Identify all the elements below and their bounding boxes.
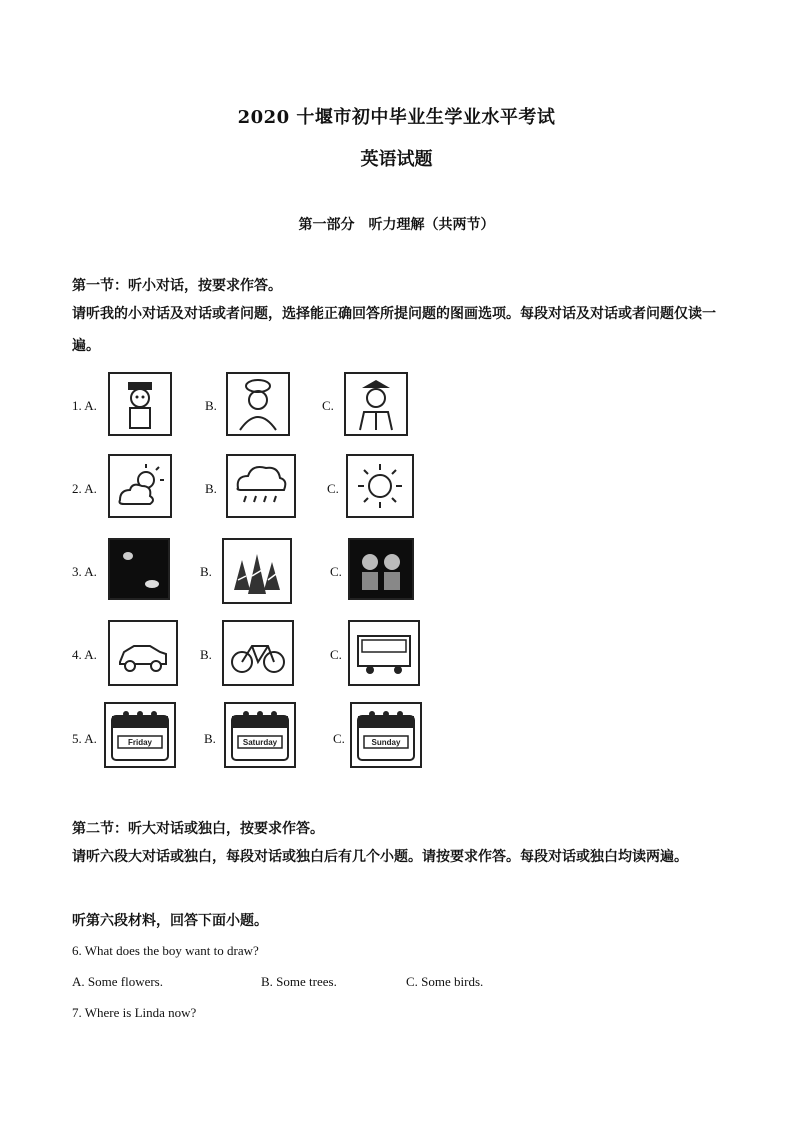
night-scene-icon[interactable]	[108, 538, 170, 600]
question-7-stem: 7. Where is Linda now?	[72, 1005, 197, 1020]
q4-label-a: 4. A.	[72, 647, 97, 662]
rain-cloud-icon[interactable]	[226, 454, 296, 518]
q3-label-c: C.	[330, 564, 342, 579]
calendar-saturday-icon[interactable]	[224, 702, 296, 768]
exam-subtitle: 英语试题	[360, 149, 433, 170]
bicycle-icon[interactable]	[222, 620, 294, 686]
q1-label-c: C.	[322, 398, 334, 413]
bus-icon[interactable]	[348, 620, 420, 686]
section2-heading: 第二节：听大对话或独白，按要求作答。	[72, 821, 324, 837]
calendar-saturday-text: Saturday	[242, 738, 278, 747]
section1-heading: 第一节：听小对话，按要求作答。	[72, 278, 282, 294]
calendar-sunday-text: Sunday	[371, 738, 401, 747]
calendar-friday-icon[interactable]	[104, 702, 176, 768]
police-officer-icon[interactable]	[344, 372, 408, 436]
q5-label-c: C.	[333, 731, 345, 746]
sun-icon[interactable]	[346, 454, 414, 518]
section2-instruction: 请听六段大对话或独白，每段对话或独白后有几个小题。请按要求作答。每段对话或独白均读两遍。	[72, 849, 688, 865]
q5-label-a: 5. A.	[72, 731, 97, 746]
cook-person-icon[interactable]	[226, 372, 290, 436]
q1-label-b: B.	[205, 398, 217, 413]
question-6-stem: 6. What does the boy want to draw?	[72, 943, 259, 958]
question-6-option-c[interactable]: C. Some birds.	[406, 974, 484, 989]
section1-instruction: 请听我的小对话及对话或者问题，选择能正确回答所提问题的图画选项。每段对话及对话或者问题仅读一遍。	[72, 306, 716, 354]
q2-label-b: B.	[205, 481, 217, 496]
part-heading: 第一部分 听力理解（共两节）	[298, 217, 495, 233]
car-icon[interactable]	[108, 620, 178, 686]
q2-label-c: C.	[327, 481, 339, 496]
cloudy-sun-icon[interactable]	[108, 454, 172, 518]
section2-material: 听第六段材料，回答下面小题。	[72, 913, 268, 929]
q3-label-b: B.	[200, 564, 212, 579]
q2-label-a: 2. A.	[72, 481, 97, 496]
q4-label-b: B.	[200, 647, 212, 662]
exam-title: 2020 十堰市初中毕业生学业水平考试	[237, 107, 556, 128]
forest-icon[interactable]	[222, 538, 292, 604]
question-6-option-a[interactable]: A. Some flowers.	[72, 974, 163, 989]
person-cap-icon[interactable]	[108, 372, 172, 436]
group-people-icon[interactable]	[348, 538, 414, 600]
q4-label-c: C.	[330, 647, 342, 662]
q1-label-a: 1. A.	[72, 398, 97, 413]
q3-label-a: 3. A.	[72, 564, 97, 579]
calendar-friday-text: Friday	[127, 738, 153, 747]
q5-label-b: B.	[204, 731, 216, 746]
calendar-sunday-icon[interactable]	[350, 702, 422, 768]
question-6-option-b[interactable]: B. Some trees.	[261, 974, 337, 989]
